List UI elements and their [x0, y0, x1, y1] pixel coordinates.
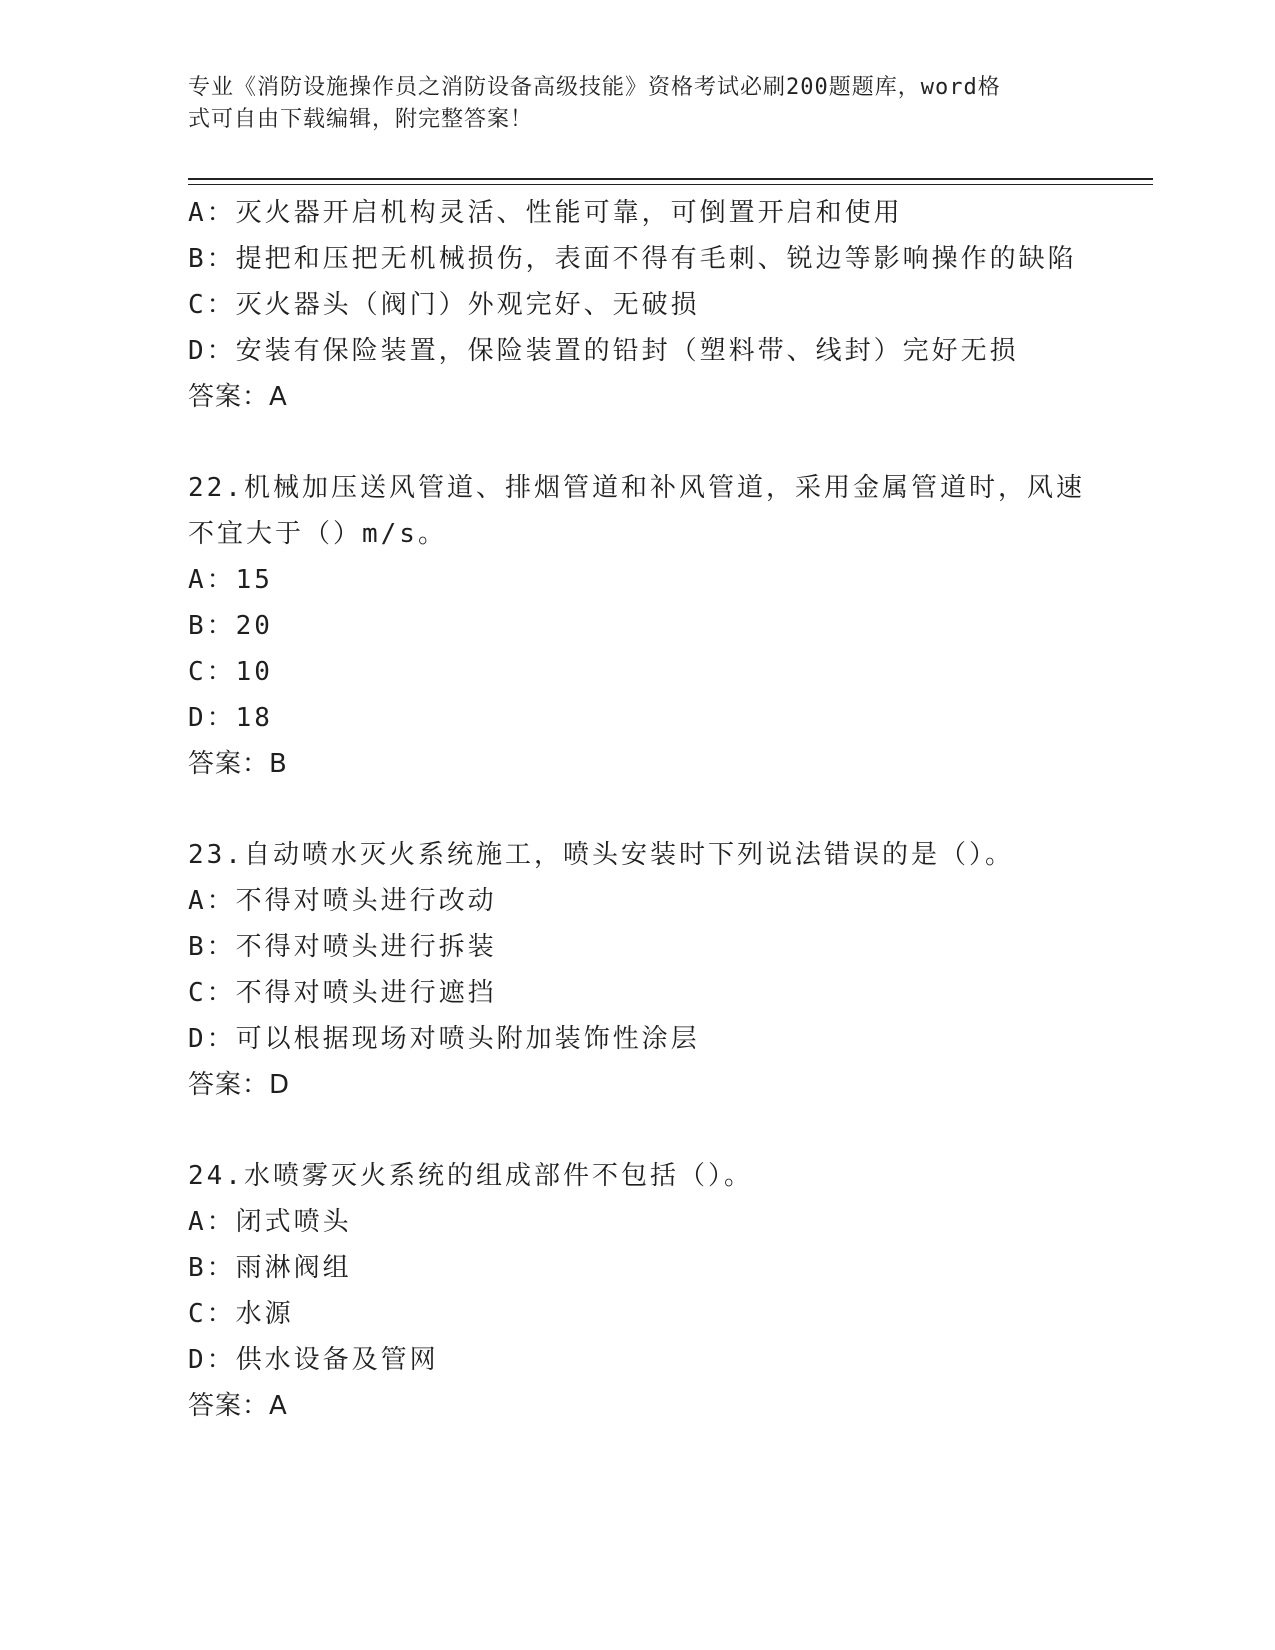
option-b: B：提把和压把无机械损伤，表面不得有毛刺、锐边等影响操作的缺陷	[188, 244, 1077, 274]
question-22	[188, 465, 1088, 787]
option-d: D：安装有保险装置，保险装置的铅封（塑料带、线封）完好无损	[188, 336, 1019, 366]
answer: 答案：D	[188, 1070, 291, 1100]
answer: 答案：A	[188, 382, 288, 412]
question-stem: 24.水喷雾灭火系统的组成部件不包括（）。	[188, 1161, 753, 1191]
question-content	[188, 190, 1088, 1429]
option-c: C：不得对喷头进行遮挡	[188, 978, 497, 1008]
answer: 答案：B	[188, 749, 288, 779]
option-b: B：雨淋阀组	[188, 1253, 352, 1283]
header-rule-thin	[188, 184, 1153, 185]
question-stem-continued: 不宜大于（）m/s。	[188, 519, 447, 549]
option-a: A：灭火器开启机构灵活、性能可靠，可倒置开启和使用	[188, 198, 903, 228]
option-a: A：闭式喷头	[188, 1207, 352, 1237]
header-rule-thick	[188, 178, 1153, 180]
option-c: C：灭火器头（阀门）外观完好、无破损	[188, 290, 700, 320]
option-d: D：供水设备及管网	[188, 1345, 439, 1375]
question-stem: 22.机械加压送风管道、排烟管道和补风管道，采用金属管道时，风速	[188, 473, 1085, 503]
header-line-2: 式可自由下载编辑，附完整答案！	[188, 107, 534, 132]
option-d: D：18	[188, 703, 273, 733]
option-c: C：10	[188, 657, 273, 687]
question-23	[188, 832, 1088, 1108]
option-d: D：可以根据现场对喷头附加装饰性涂层	[188, 1024, 700, 1054]
document-header	[188, 72, 1068, 136]
option-b: B：不得对喷头进行拆装	[188, 932, 497, 962]
question-stem: 23.自动喷水灭火系统施工，喷头安装时下列说法错误的是（）。	[188, 840, 1014, 870]
option-b: B：20	[188, 611, 273, 641]
answer: 答案：A	[188, 1391, 288, 1421]
question-21-continued	[188, 190, 1088, 420]
option-a: A：不得对喷头进行改动	[188, 886, 497, 916]
header-line-1: 专业《消防设施操作员之消防设备高级技能》资格考试必刷200题题库，word格	[188, 75, 1001, 100]
question-24	[188, 1153, 1088, 1429]
option-c: C：水源	[188, 1299, 294, 1329]
option-a: A：15	[188, 565, 273, 595]
